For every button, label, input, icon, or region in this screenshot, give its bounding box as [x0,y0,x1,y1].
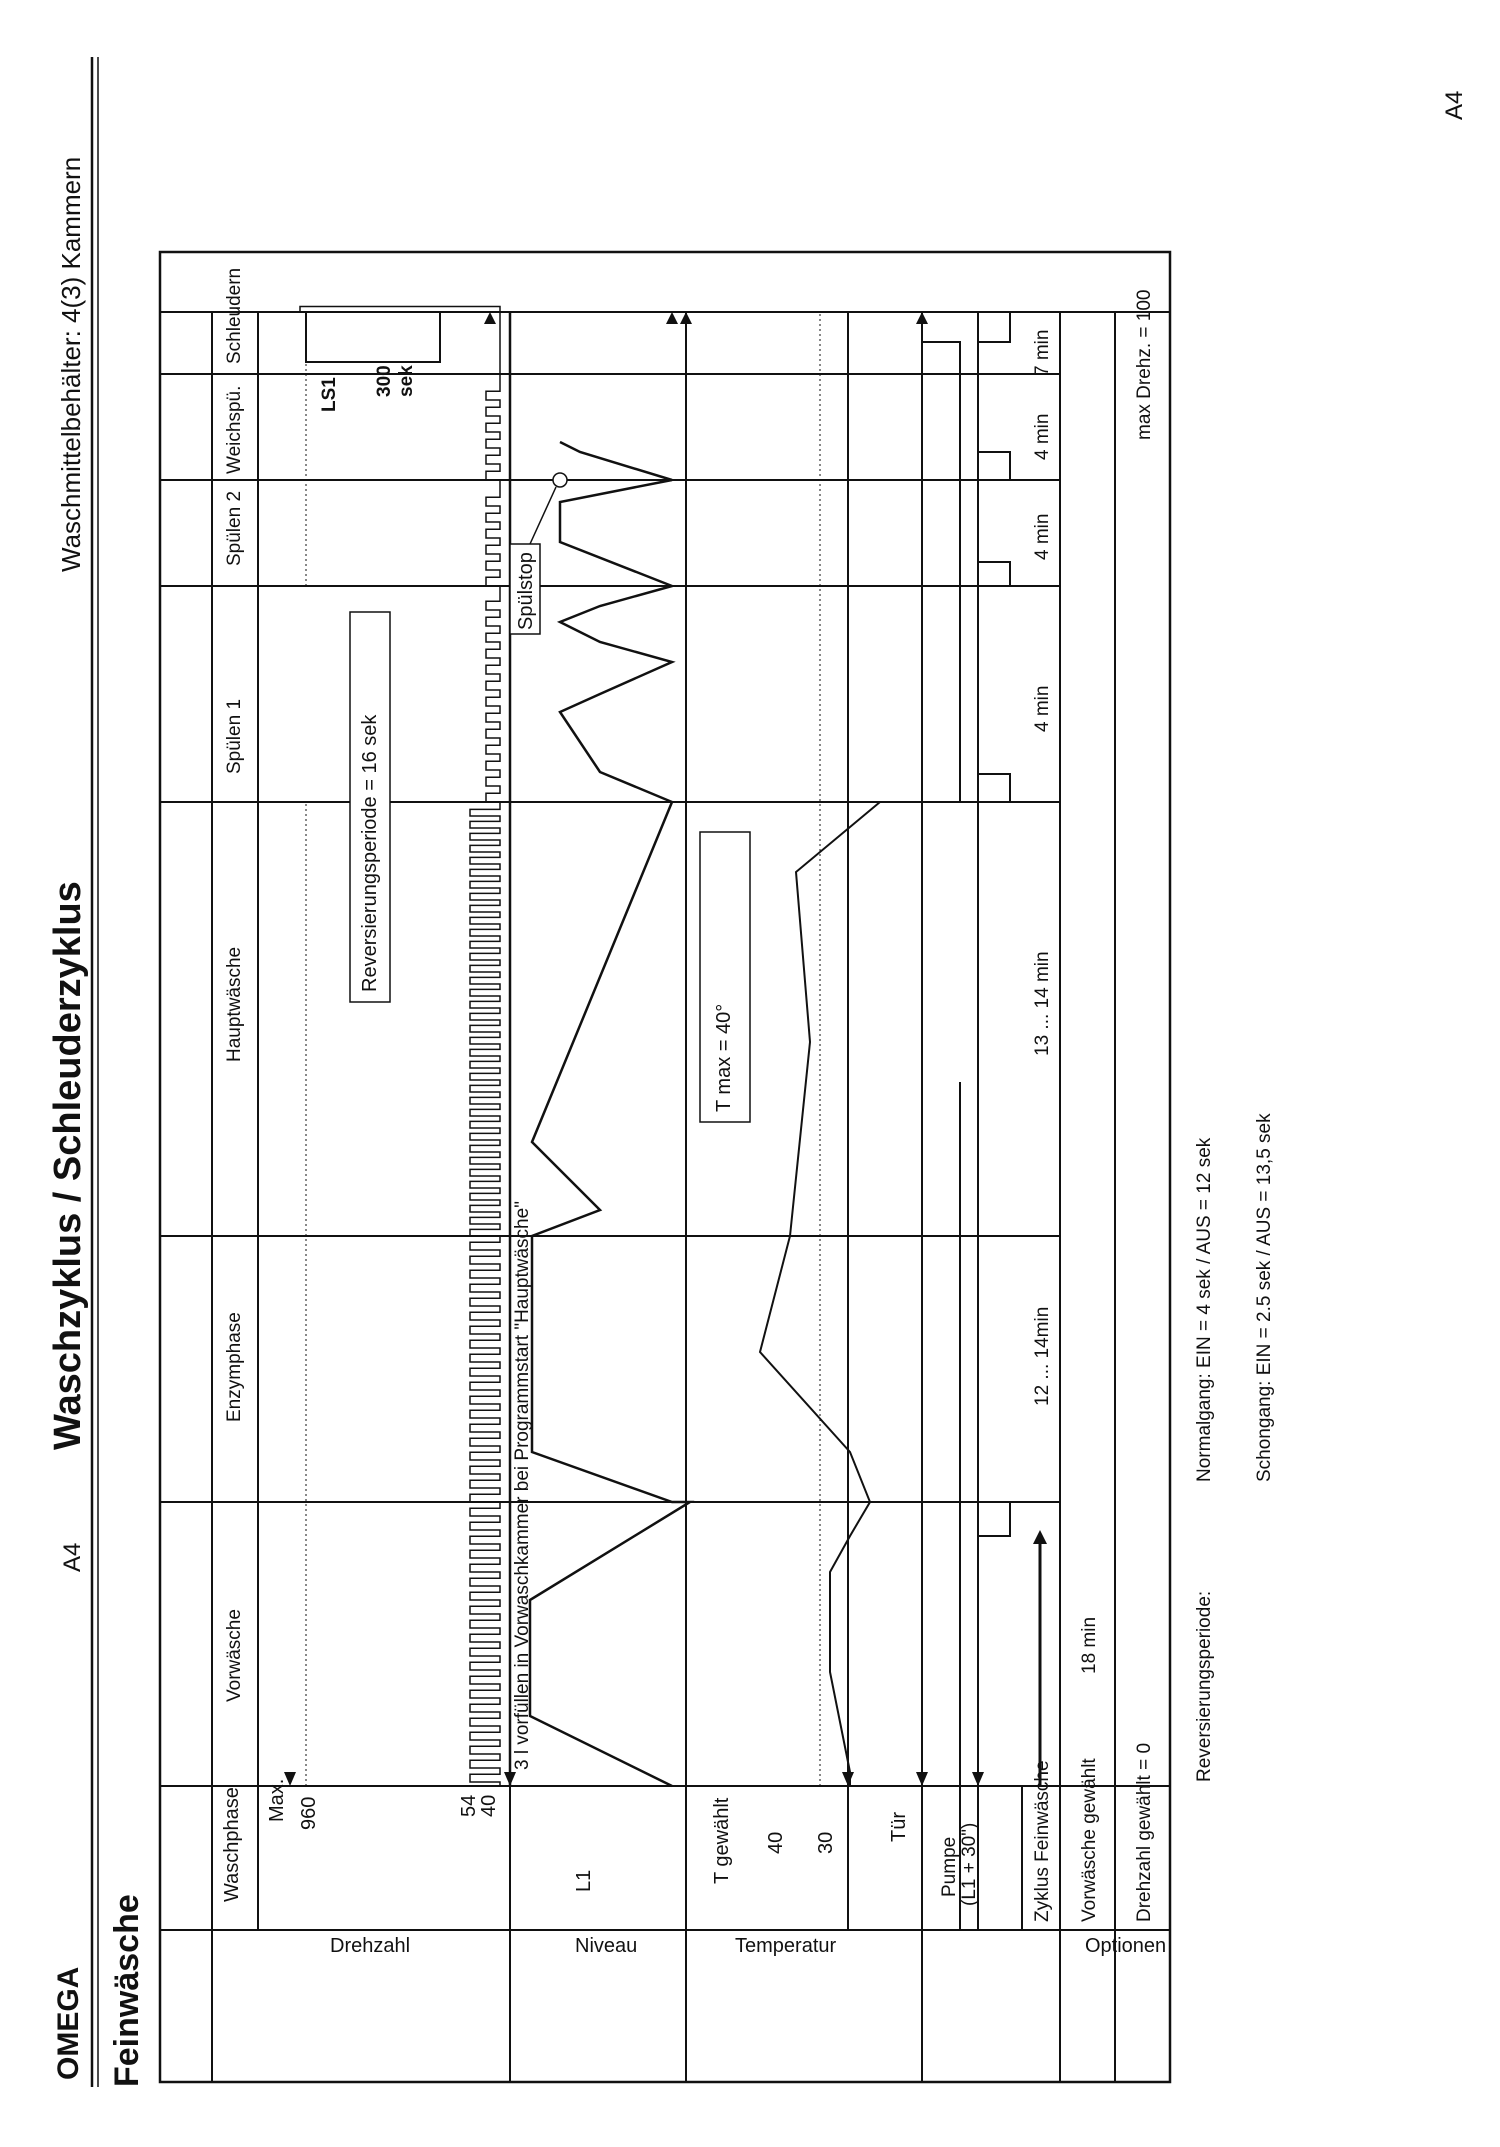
brand: OMEGA [52,1966,85,2080]
duration-weichspue: 4 min [1032,413,1053,460]
label-tuer: Tür [888,1812,910,1842]
label-54: 54 [458,1794,480,1817]
format-label: A4 [59,1542,86,1572]
label-drehzahl-gewaehlt: Drehzahl gewählt = 0 [1134,1742,1155,1922]
label-40: 40 [478,1794,500,1817]
label-l1: L1 [573,1869,595,1892]
label-waschphase: Waschphase [221,1787,243,1902]
label-pumpe: Pumpe [939,1836,960,1897]
max-drehz-note: max Drehz. = 100 [1134,289,1155,440]
reversierung-note: Reversierungsperiode = 16 sek [359,714,381,992]
vorfuellen-note: 3 l vorfüllen in Vorwaschkammer bei Programmstart "Hauptwäsche" [512,1201,533,1770]
container-info: Waschmittelbehälter: 4(3) Kammern [56,156,86,572]
group-optionen: Optionen [1085,1935,1167,1957]
label-t40: 40 [765,1831,787,1854]
tmax-note: T max = 40° [713,1003,735,1112]
duration-spuelen1: 4 min [1032,685,1053,732]
label-vorwaesche-gewaehlt: Vorwäsche gewählt [1079,1758,1100,1922]
page-title: Waschzyklus / Schleuderzyklus [47,881,89,1450]
duration-haupt: 13 ... 14 min [1032,951,1053,1056]
phase-spuelen2: Spülen 2 [224,490,245,566]
phase-vorwaesche: Vorwäsche [224,1609,245,1702]
phase-weichspue: Weichspü. [224,385,245,474]
subtitle: Feinwäsche [108,1894,146,2087]
footer-normal: Normalgang: EIN = 4 sek / AUS = 12 sek [1194,1137,1215,1482]
duration-schleudern: 7 min [1032,329,1053,376]
label-zyklus: Zyklus Feinwäsche [1032,1760,1053,1922]
speed-pulse-train [300,307,500,1787]
ls1-label: LS1 [319,377,340,412]
duration-spuelen2: 4 min [1032,513,1053,560]
phase-spuelen1: Spülen 1 [224,698,245,774]
duration-vorwaesche: 18 min [1079,1616,1100,1674]
spuelstop-label: Spülstop [515,552,537,630]
phase-schleudern: Schleudern [224,267,245,364]
group-niveau: Niveau [575,1935,638,1957]
niveau-line [530,442,690,1786]
label-max: Max. [266,1778,288,1822]
drehzahl-pulses [300,307,500,1787]
label-t30: 30 [815,1831,837,1854]
footer-label: Reversierungsperiode: [1194,1590,1215,1782]
page-mark: A4 [1441,90,1468,120]
label-pumpe-note: (L1 + 30") [959,1822,980,1906]
group-drehzahl: Drehzahl [330,1935,411,1957]
spuelstop-valve-icon [553,473,567,487]
phase-enzymphase: Enzymphase [224,1312,245,1422]
footer-schon: Schongang: EIN = 2.5 sek / AUS = 13,5 sek [1254,1113,1275,1482]
ls1-time-value: 300 [374,365,395,397]
label-t-gewaehlt: T gewählt [711,1797,733,1884]
label-960: 960 [298,1796,320,1830]
group-temperatur: Temperatur [735,1935,837,1957]
ls1-time-unit: sek [396,365,417,397]
phase-hauptwaesche: Hauptwäsche [224,946,245,1062]
duration-enzym: 12 ... 14min [1032,1306,1053,1406]
